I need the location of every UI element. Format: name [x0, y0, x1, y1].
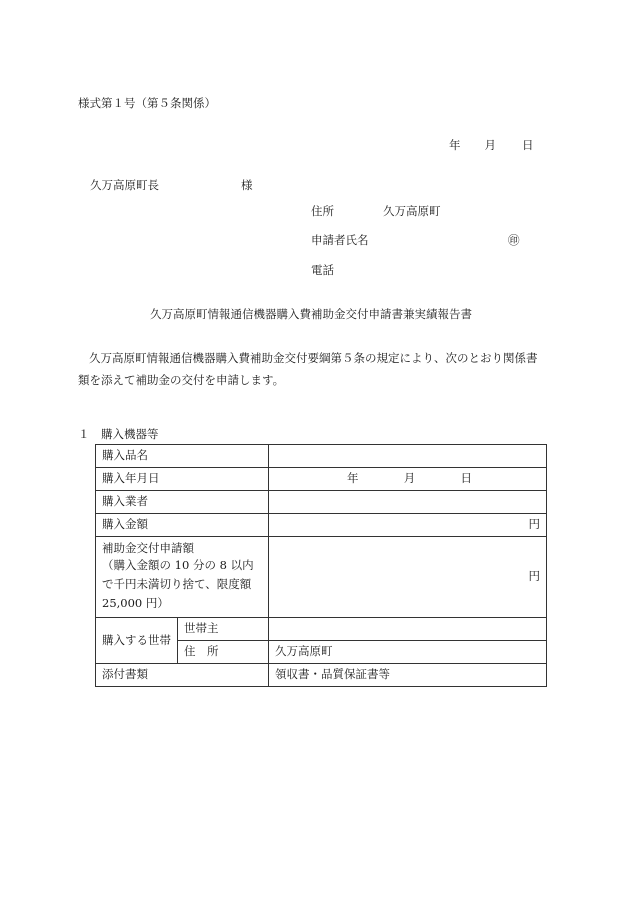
applicant-address-value: 久万高原町 — [383, 204, 441, 218]
section-heading: １ 購入機器等 — [78, 427, 159, 441]
purchase-date-month: 月 — [403, 471, 416, 486]
row-item-name — [96, 445, 547, 468]
date-line — [449, 138, 534, 154]
row-amount — [96, 514, 547, 537]
seal-mark: ㊞ — [508, 233, 520, 247]
row-household-head — [96, 618, 547, 641]
value-amount-yen: 円 — [269, 514, 547, 537]
body-text: 久万高原町情報通信機器購入費補助金交付要綱第５条の規定により、次のとおり関係書類を添えて補助金の交付を申請します。 — [78, 351, 538, 387]
row-purchase-date — [96, 468, 547, 491]
addressee-honorific: 様 — [241, 178, 253, 192]
label-purchase-date: 購入年月日 — [96, 468, 269, 491]
label-amount: 購入金額 — [96, 514, 269, 537]
applicant-name-label: 申請者氏名 — [311, 233, 369, 247]
purchase-date-year: 年 — [347, 471, 359, 486]
value-item-name — [269, 445, 547, 468]
date-month: 月 — [484, 138, 496, 152]
date-day: 日 — [522, 138, 534, 152]
label-household-head: 世帯主 — [178, 618, 269, 641]
row-subsidy — [96, 537, 547, 618]
value-household-head — [269, 618, 547, 641]
document-title: 久万高原町情報通信機器購入費補助金交付申請書兼実績報告書 — [150, 307, 472, 321]
label-attachments: 添付書類 — [96, 664, 269, 687]
value-purchase-date — [269, 468, 547, 491]
applicant-phone-label: 電話 — [311, 263, 334, 277]
label-item-name: 購入品名 — [96, 445, 269, 468]
label-household-address: 住 所 — [178, 641, 269, 664]
label-household: 購入する世帯 — [96, 618, 178, 664]
label-subsidy — [96, 537, 269, 618]
value-household-address: 久万高原町 — [269, 641, 547, 664]
subsidy-label: 補助金交付申請額 — [102, 540, 194, 555]
value-vendor — [269, 491, 547, 514]
purchase-items-table — [95, 444, 547, 687]
subsidy-note: （購入金額の 10 分の 8 以内で千円未満切り捨て、限度額 25,000 円） — [102, 558, 254, 611]
label-vendor: 購入業者 — [96, 491, 269, 514]
purchase-date-day: 日 — [460, 471, 472, 486]
row-attachments — [96, 664, 547, 687]
applicant-address-label: 住所 — [311, 204, 334, 218]
value-attachments: 領収書・品質保証書等 — [269, 664, 547, 687]
addressee-name: 久万高原町長 — [90, 178, 159, 192]
date-year: 年 — [449, 138, 461, 152]
row-vendor — [96, 491, 547, 514]
form-number: 様式第１号（第５条関係） — [78, 96, 216, 110]
value-subsidy-yen: 円 — [269, 537, 547, 618]
